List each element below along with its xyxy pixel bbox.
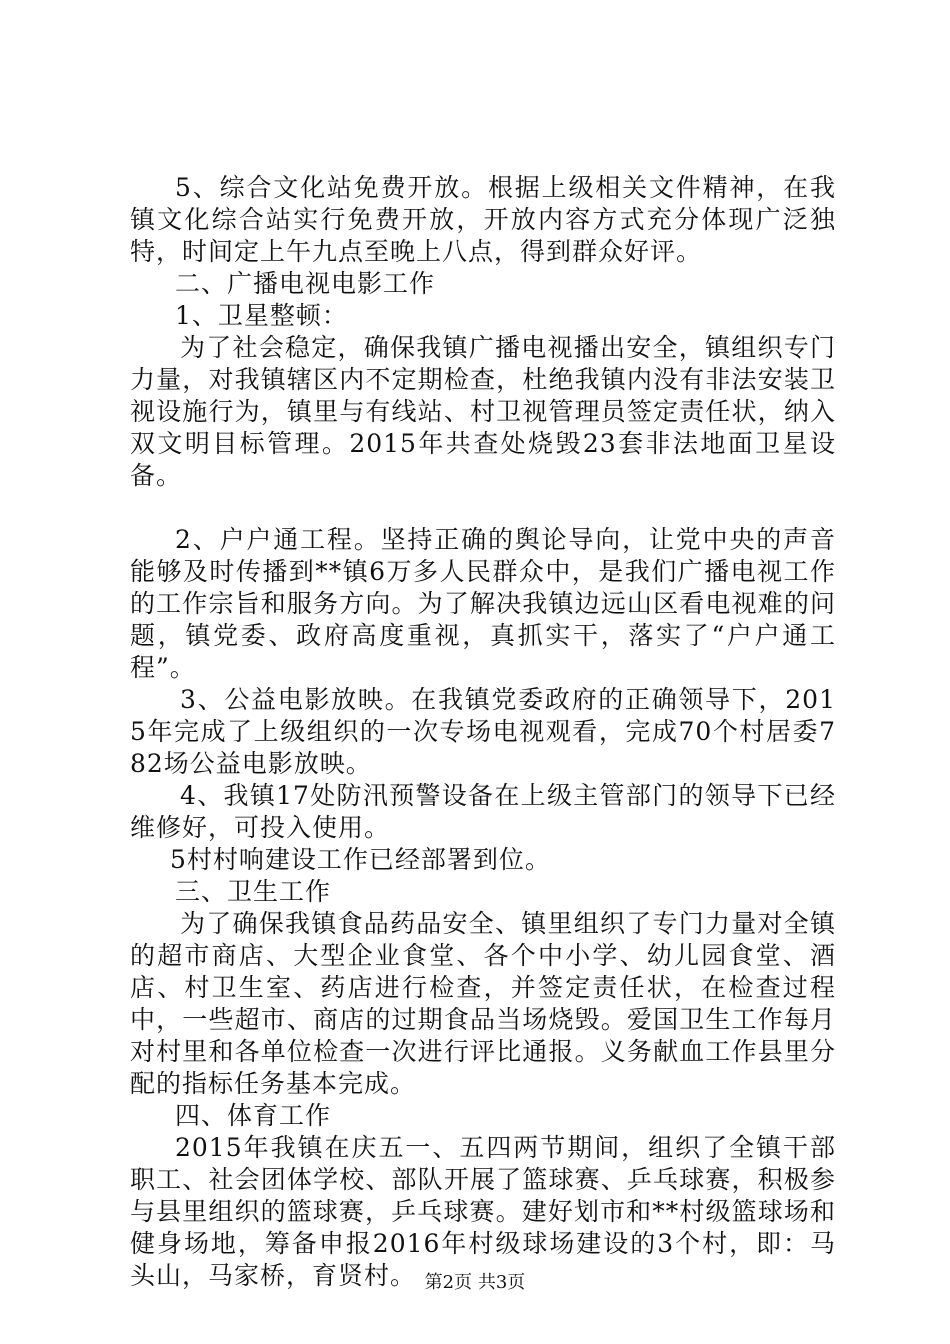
paragraph-household-project: 2、户户通工程。坚持正确的舆论导向，让党中央的声音能够及时传播到**镇6万多人民群众中，是我们广播电视工作的工作宗旨和服务方向。为了解决我镇边远山区看电视难的问题，镇党委、政府高度重视，真抓实干，落实了“户户通工程”。 bbox=[130, 525, 836, 682]
heading-sports: 四、体育工作 bbox=[175, 1101, 332, 1130]
paragraph-flood-warning: 4、我镇17处防汛预警设备在上级主管部门的领导下已经维修好，可投入使用。 bbox=[130, 781, 836, 842]
paragraph-health: 为了确保我镇食品药品安全、镇里组织了专门力量对全镇的超市商店、大型企业食堂、各个中小学、幼儿园食堂、酒店、村卫生室、药店进行检查，并签定责任状，在检查过程中，一些超市、商店的过期食品当场烧毁。爱国卫生工作每月对村里和各单位检查一次进行评比通报。义务献血工作县里分配的指标任务基本完成。 bbox=[130, 909, 836, 1098]
heading-health: 三、卫生工作 bbox=[175, 877, 332, 906]
document-body bbox=[130, 172, 836, 1292]
paragraph-village-broadcast: 5村村响建设工作已经部署到位。 bbox=[170, 845, 551, 874]
paragraph-public-film: 3、公益电影放映。在我镇党委政府的正确领导下，2015年完成了上级组织的一次专场电视观看，完成70个村居委782场公益电影放映。 bbox=[130, 685, 836, 778]
paragraph-sports: 2015年我镇在庆五一、五四两节期间，组织了全镇干部职工、社会团体学校、部队开展了篮球赛、乒乓球赛，积极参与县里组织的篮球赛，乒乓球赛。建好划市和**村级篮球场和健身场地，筹备申报2016年村级球场建设的3个村，即：马头山，马家桥，育贤村。 bbox=[130, 1133, 836, 1290]
paragraph-satellite: 为了社会稳定，确保我镇广播电视播出安全，镇组织专门力量，对我镇辖区内不定期检查，杜绝我镇内没有非法安装卫视设施行为，镇里与有线站、村卫视管理员签定责任状，纳入双文明目标管理。2015年共查处烧毁23套非法地面卫星设备。 bbox=[130, 333, 836, 490]
subheading-satellite: 1、卫星整顿： bbox=[175, 301, 348, 330]
paragraph-cultural-station: 5、综合文化站免费开放。根据上级相关文件精神，在我镇文化综合站实行免费开放，开放内容方式充分体现广泛独特，时间定上午九点至晚上八点，得到群众好评。 bbox=[130, 173, 836, 266]
page-number-footer: 第2页 共3页 bbox=[424, 1272, 526, 1293]
heading-broadcast-tv-film: 二、广播电视电影工作 bbox=[175, 269, 436, 298]
